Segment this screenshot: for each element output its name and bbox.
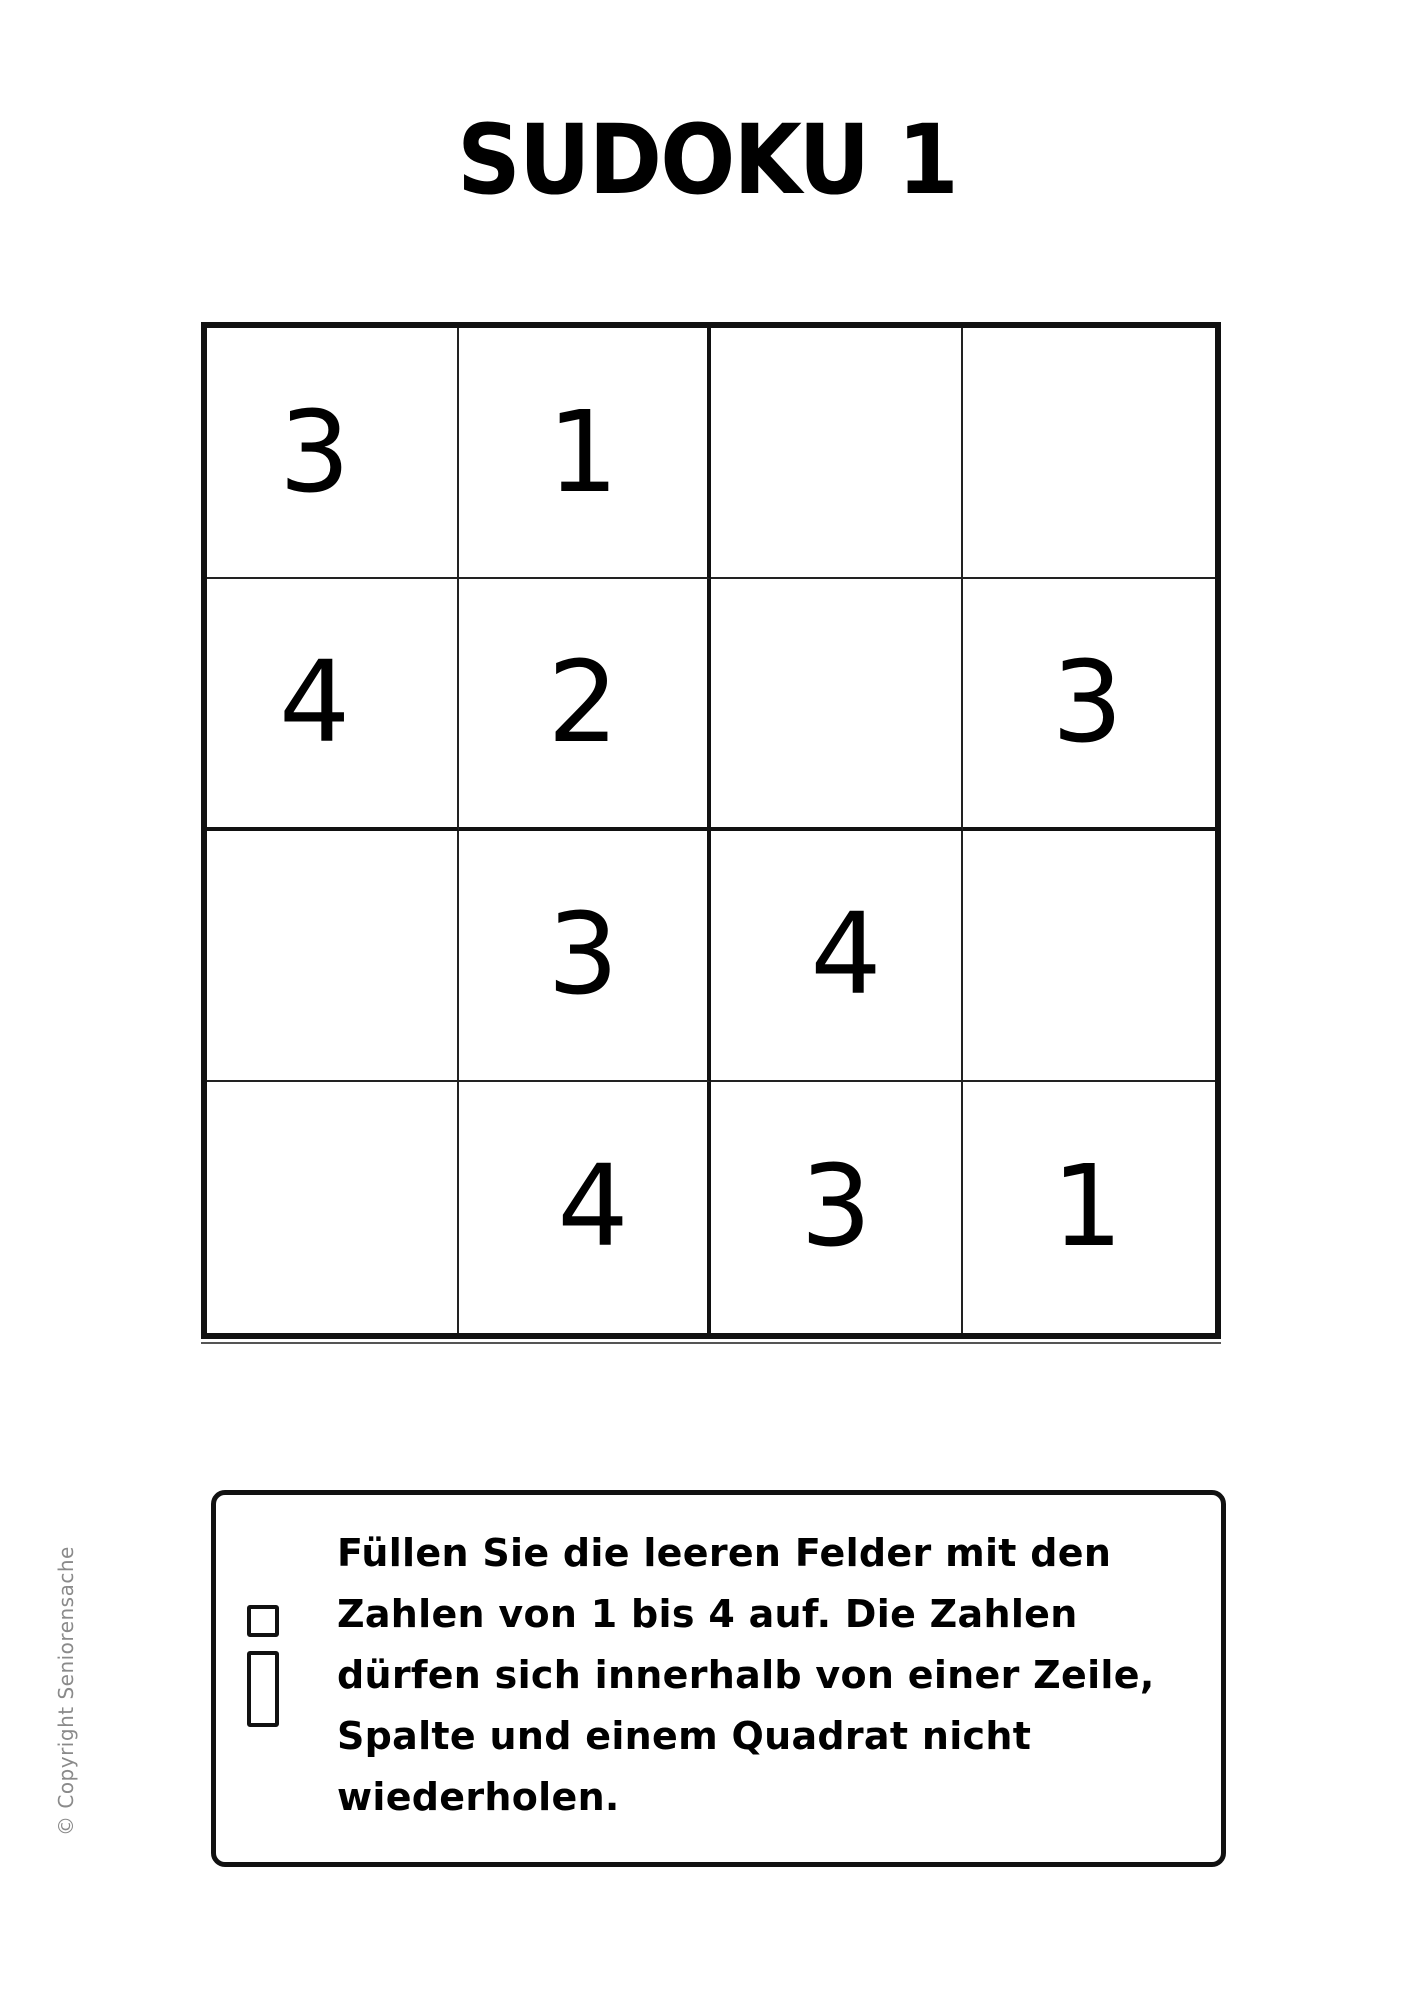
info-icon xyxy=(244,1605,284,1735)
sudoku-cell-r1c4[interactable] xyxy=(963,328,1215,579)
sudoku-cell-r4c4[interactable]: 1 xyxy=(1051,1142,1123,1273)
sudoku-cell-r3c3[interactable]: 4 xyxy=(711,831,963,1082)
sudoku-cell-r2c1[interactable]: 4 xyxy=(207,579,459,830)
grid-bottom-divider xyxy=(201,1342,1221,1344)
sudoku-grid xyxy=(201,322,1221,1339)
info-icon-bar xyxy=(247,1651,279,1727)
sudoku-cell-r3c4[interactable] xyxy=(963,831,1215,1082)
sudoku-cell-r2c2[interactable]: 2 xyxy=(459,579,711,830)
sudoku-cell-r3c2[interactable]: 3 xyxy=(459,831,711,1082)
sudoku-cell-r4c2[interactable]: 4 xyxy=(459,1082,711,1333)
instructions-text: Füllen Sie die leeren Felder mit den Zahlen von 1 bis 4 auf. Die Zahlen dürfen sich innerhalb von einer Zeile, Spalte und einem Quadrat nicht wiederholen. xyxy=(337,1531,1155,1819)
copyright-notice: © Copyright Seniorensache xyxy=(54,1546,78,1836)
sudoku-cell-r3c1[interactable] xyxy=(207,831,459,1082)
sudoku-cell-r1c1[interactable]: 3 xyxy=(207,328,459,579)
sudoku-cell-r2c3[interactable] xyxy=(711,579,963,830)
sudoku-cell-r2c4[interactable]: 3 xyxy=(963,579,1215,830)
page-title: SUDOKU 1 xyxy=(457,104,957,216)
info-icon-dot xyxy=(247,1605,279,1637)
sudoku-cell-r1c3[interactable] xyxy=(711,328,963,579)
instructions-box xyxy=(211,1490,1226,1867)
sudoku-cell-r4c3[interactable]: 3 xyxy=(711,1082,963,1333)
sudoku-cell-r4c1[interactable] xyxy=(207,1082,459,1333)
sudoku-cell-r1c2[interactable]: 1 xyxy=(459,328,711,579)
